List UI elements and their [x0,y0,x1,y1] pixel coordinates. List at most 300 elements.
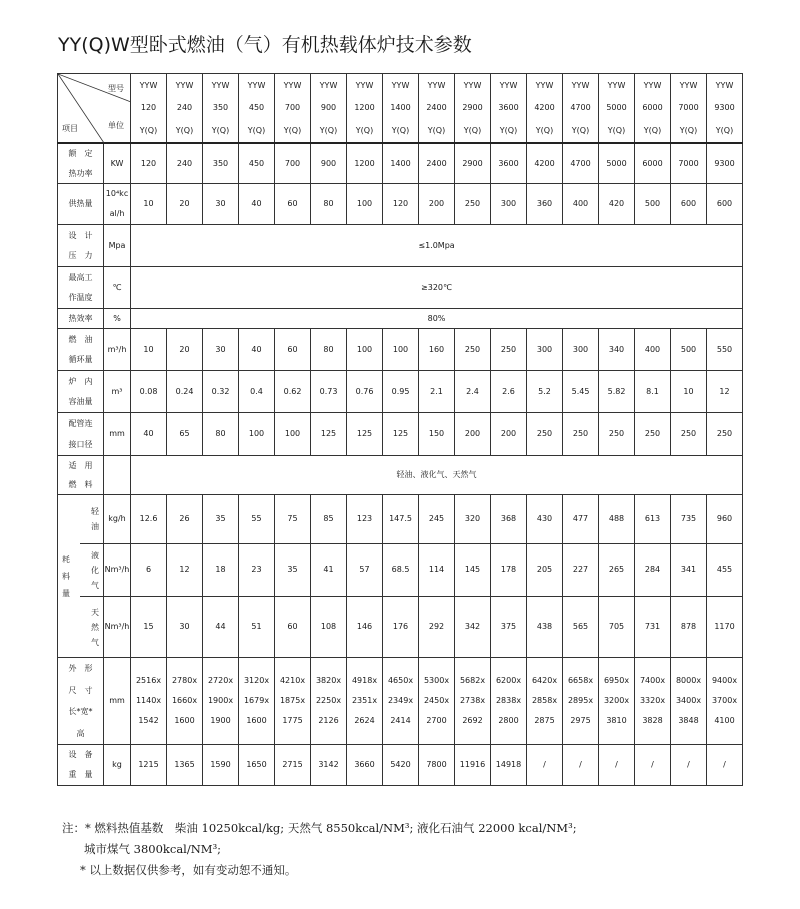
value-cell [311,597,347,658]
value-cell [239,329,275,371]
value-cell [311,495,347,544]
row-pipe-diameter [58,413,743,456]
row-consumption-lpg [58,544,743,597]
cell-text: 250 [572,429,589,439]
dimension-part: 5682x [459,676,486,685]
row-unit [104,658,131,745]
model-number: 700 [284,103,301,113]
value-cell [707,544,743,597]
sub-row-label [80,597,104,658]
value-cell [635,495,671,544]
dimension-cell [203,658,239,745]
value-cell [275,495,311,544]
model-number: 900 [320,103,337,113]
dimension-part: 4210x [279,676,306,685]
value-cell [167,143,203,184]
dimension-cell [635,658,671,745]
model-header-cell [455,74,491,143]
cell-text: 2.6 [502,386,515,396]
dimension-part: 1600 [246,716,267,725]
value-cell [527,745,563,786]
cell-text: 1650 [246,760,267,770]
cell-text: 1215 [138,760,159,770]
cell-text: 120 [392,199,409,209]
model-series: YYW [499,80,518,90]
value-cell [311,544,347,597]
label-part: 适 用 [68,460,93,470]
cell-text: 341 [680,565,697,575]
value-cell [275,745,311,786]
dimension-cell [671,658,707,745]
dimension-part: 6200x [495,676,522,685]
model-header-cell [599,74,635,143]
dimension-part: 2895x [567,696,594,705]
cell-text: 300 [500,199,517,209]
value-cell [491,413,527,456]
value-cell [347,329,383,371]
row-consumption-natural-gas [58,597,743,658]
cell-text: 80% [427,313,446,323]
label-part: 设 备 [68,750,93,760]
row-unit [104,371,131,413]
cell-text: 878 [680,622,697,632]
dimension-cell [455,658,491,745]
value-cell [671,329,707,371]
cell-text: 705 [608,622,625,632]
value-cell [599,184,635,225]
cell-text: 12 [179,565,190,575]
cell-text: 15 [143,622,154,632]
dimension-part: 3848 [678,716,699,725]
dimension-part: 3400x [675,696,702,705]
cell-text: 6 [145,565,152,575]
unit-heading: 单位 [108,121,125,130]
row-unit-text: Nm³/h [104,565,130,575]
value-cell [131,597,167,658]
cell-text: 2400 [426,158,447,168]
dimension-part: 1900x [207,696,234,705]
value-cell [167,184,203,225]
cell-text: 8.1 [646,386,659,396]
dimension-part: 3810 [606,716,627,725]
row-rated-power [58,143,743,184]
row-fuel [58,456,743,495]
row-label [58,225,104,267]
cell-text: 41 [323,565,334,575]
model-header-cell [707,74,743,143]
cell-text: 1400 [390,158,411,168]
value-cell [167,413,203,456]
label-part: 长*宽* [68,707,93,717]
model-series: YYW [283,80,302,90]
dimension-part: 9400x [711,676,738,685]
cell-text: 11916 [459,760,486,770]
model-header-cell [419,74,455,143]
row-label-text [58,456,103,494]
dimension-cell [707,658,743,745]
cell-text: 7800 [426,760,447,770]
cell-text: 735 [680,514,697,524]
value-cell [563,413,599,456]
value-cell [203,597,239,658]
row-unit-text: Nm³/h [104,622,130,632]
cell-text: 12 [719,386,730,396]
model-suffix: Y(Q) [643,125,662,135]
value-cell [347,495,383,544]
cell-text: 250 [644,429,661,439]
value-cell [599,495,635,544]
model-number: 7000 [678,103,699,113]
cell-text: 430 [536,514,553,524]
cell-text: 60 [287,344,298,354]
dimension-part: 8000x [675,676,702,685]
model-series: YYW [427,80,446,90]
cell-text: 0.08 [139,386,158,396]
cell-text: 178 [500,565,517,575]
value-cell [311,413,347,456]
cell-text: 2.1 [430,386,443,396]
model-header-cell [275,74,311,143]
model-series: YYW [535,80,554,90]
value-cell [563,329,599,371]
model-number: 1200 [354,103,375,113]
value-cell [419,597,455,658]
cell-text: 420 [608,199,625,209]
value-cell [671,413,707,456]
model-series: YYW [175,80,194,90]
dimension-part: 3700x [711,696,738,705]
cell-text: / [543,760,546,770]
value-cell [635,143,671,184]
value-cell [347,371,383,413]
cell-text: 轻油、液化气、天然气 [396,470,477,480]
row-label [58,184,104,225]
model-suffix: Y(Q) [715,125,734,135]
label-part: 耗 [62,554,70,564]
dimension-part: 3200x [603,696,630,705]
model-header-cell [167,74,203,143]
label-part: 化 [91,565,99,575]
model-suffix: Y(Q) [391,125,410,135]
value-cell [419,495,455,544]
value-cell [275,329,311,371]
cell-text: 85 [323,514,334,524]
model-series: YYW [571,80,590,90]
row-unit [104,225,131,267]
dimension-part: 2800 [498,716,519,725]
model-header-cell [203,74,239,143]
label-part: 额 定 [68,148,93,158]
cell-text: 200 [464,429,481,439]
cell-text: 125 [392,429,409,439]
value-cell [491,329,527,371]
note-line-1: 注：* 燃料热值基数 柴油 10250kcal/kg; 天然气 8550kcal/NM³; 液化石油气 22000 kcal/NM³; [62,821,577,835]
row-unit-text: mm [109,429,125,439]
row-unit [104,544,131,597]
value-cell [563,544,599,597]
cell-text: 150 [428,429,445,439]
cell-text: 120 [140,158,157,168]
value-cell [239,745,275,786]
label-part: 10⁴kc [105,189,129,199]
model-suffix: Y(Q) [211,125,230,135]
cell-text: 438 [536,622,553,632]
note-line-2: 城市煤气 3800kcal/NM³; [84,842,222,856]
value-cell [203,745,239,786]
cell-text: 114 [428,565,445,575]
value-cell [203,495,239,544]
row-unit-text: kg [112,760,122,770]
model-series: YYW [679,80,698,90]
cell-text: 125 [320,429,337,439]
consumption-group-label [58,495,80,658]
cell-text: 342 [464,622,481,632]
dimension-cell [419,658,455,745]
dimension-part: 3820x [315,676,342,685]
label-part: 油 [91,522,99,531]
cell-text: 0.62 [283,386,302,396]
cell-text: 0.32 [211,386,230,396]
row-unit-text: KW [110,158,124,168]
model-number: 240 [176,103,193,113]
value-cell [347,184,383,225]
model-number: 350 [212,103,229,113]
cell-text: 488 [608,514,625,524]
model-suffix: Y(Q) [355,125,374,135]
label-part: 供热量 [68,199,93,209]
value-cell [707,371,743,413]
value-cell [563,371,599,413]
cell-text: 2900 [462,158,483,168]
dimension-cell [131,658,167,745]
row-label-text [58,267,103,308]
dimension-part: 2858x [531,696,558,705]
model-suffix: Y(Q) [607,125,626,135]
cell-text: 12.6 [139,514,158,524]
dimension-part: 2780x [171,676,198,685]
label-part: 量 [62,588,70,598]
value-cell [491,597,527,658]
model-series: YYW [355,80,374,90]
cell-text: 123 [356,514,373,524]
value-cell [455,143,491,184]
cell-text: 40 [251,344,262,354]
cell-text: 10 [683,386,694,396]
value-cell [383,745,419,786]
value-cell [527,329,563,371]
dimension-part: 1660x [171,696,198,705]
row-label-text [58,309,103,328]
row-unit-text [104,184,130,224]
value-cell [131,745,167,786]
dimension-part: 3320x [639,696,666,705]
value-cell [707,143,743,184]
value-cell [563,495,599,544]
value-cell [491,745,527,786]
dimension-part: 2875 [534,716,555,725]
value-cell [131,495,167,544]
dimension-cell [311,658,347,745]
row-label [58,456,104,495]
value-cell [635,544,671,597]
dimension-part: 3828 [642,716,663,725]
cell-text: 550 [716,344,733,354]
value-cell [131,329,167,371]
value-cell [599,371,635,413]
dimension-part: 4100 [714,716,735,725]
cell-text: 5.82 [607,386,626,396]
value-cell [203,413,239,456]
spanning-value-cell [131,225,743,267]
value-cell [383,371,419,413]
dimension-cell [527,658,563,745]
model-suffix: Y(Q) [283,125,302,135]
cell-text: 65 [179,429,190,439]
label-part: 重 量 [68,770,93,780]
cell-text: ≥320℃ [421,282,452,292]
value-cell [527,371,563,413]
dimension-part: 2738x [459,696,486,705]
dimension-part: 1875x [279,696,306,705]
model-number: 6000 [642,103,663,113]
cell-text: 80 [215,429,226,439]
row-unit-text: Mpa [108,240,126,250]
row-unit [104,184,131,225]
value-cell [635,371,671,413]
dimension-part: 2720x [207,676,234,685]
value-cell [239,184,275,225]
dimension-part: 2250x [315,696,342,705]
label-part: 设 计 [68,230,93,240]
model-number: 9300 [714,103,735,113]
dimension-part: 2349x [387,696,414,705]
cell-text: 14918 [495,760,522,770]
value-cell [203,544,239,597]
value-cell [167,544,203,597]
row-efficiency [58,309,743,329]
value-cell [239,371,275,413]
dimension-part: 4650x [387,676,414,685]
value-cell [275,143,311,184]
value-cell [275,371,311,413]
dimension-part: 2700 [426,716,447,725]
label-part: 然 [91,622,99,632]
value-cell [671,143,707,184]
model-series: YYW [607,80,626,90]
value-cell [527,495,563,544]
cell-text: 60 [287,622,298,632]
cell-text: 2.4 [466,386,479,396]
spec-table [57,73,743,786]
row-label-text [58,329,103,370]
value-cell [383,597,419,658]
row-label-text [58,371,103,412]
value-cell [419,413,455,456]
value-cell [563,184,599,225]
model-series: YYW [247,80,266,90]
label-part: 热效率 [68,313,93,323]
spec-table-wrapper [57,73,742,786]
model-number: 2400 [426,103,447,113]
value-cell [275,544,311,597]
cell-text: 340 [608,344,625,354]
value-cell [671,597,707,658]
label-part: 炉 内 [68,376,93,386]
value-cell [455,329,491,371]
cell-text: 250 [464,344,481,354]
label-part: 料 [62,571,70,581]
cell-text: 68.5 [391,565,410,575]
cell-text: 10 [143,199,154,209]
cell-text: 5.2 [538,386,551,396]
cell-text: 731 [644,622,661,632]
cell-text: 80 [323,199,334,209]
value-cell [599,597,635,658]
label-part: 天 [91,607,99,617]
value-cell [635,184,671,225]
value-cell [671,495,707,544]
value-cell [599,329,635,371]
spanning-value-cell [131,267,743,309]
label-part: 轻 [91,507,99,516]
cell-text: 600 [716,199,733,209]
cell-text: 35 [215,514,226,524]
label-part: 循环量 [68,355,93,365]
value-cell [527,597,563,658]
model-suffix: Y(Q) [427,125,446,135]
row-unit [104,495,131,544]
row-unit-text: mm [109,696,125,706]
cell-text: 320 [464,514,481,524]
cell-text: 250 [680,429,697,439]
model-number: 1400 [390,103,411,113]
dimension-part: 1600 [174,716,195,725]
value-cell [671,184,707,225]
model-series: YYW [715,80,734,90]
label-part: 尺 寸 [68,685,93,695]
cell-text: 960 [716,514,733,524]
cell-text: 265 [608,565,625,575]
row-oil-circulation [58,329,743,371]
model-suffix: Y(Q) [535,125,554,135]
value-cell [203,143,239,184]
cell-text: 368 [500,514,517,524]
row-label [58,413,104,456]
sub-row-label [80,544,104,597]
value-cell [563,597,599,658]
value-cell [203,371,239,413]
label-part: 容油量 [68,397,93,407]
cell-text: 900 [320,158,337,168]
row-label [58,267,104,309]
value-cell [347,544,383,597]
model-header-cell [491,74,527,143]
value-cell [383,184,419,225]
value-cell [311,329,347,371]
value-cell [311,371,347,413]
row-label [58,309,104,329]
cell-text: 10 [143,344,154,354]
cell-text: 18 [215,565,226,575]
value-cell [419,371,455,413]
row-unit [104,456,131,495]
model-suffix: Y(Q) [175,125,194,135]
model-series: YYW [643,80,662,90]
dimension-part: 2624 [354,716,375,725]
row-weight [58,745,743,786]
cell-text: 284 [644,565,661,575]
dimension-part: 6420x [531,676,558,685]
